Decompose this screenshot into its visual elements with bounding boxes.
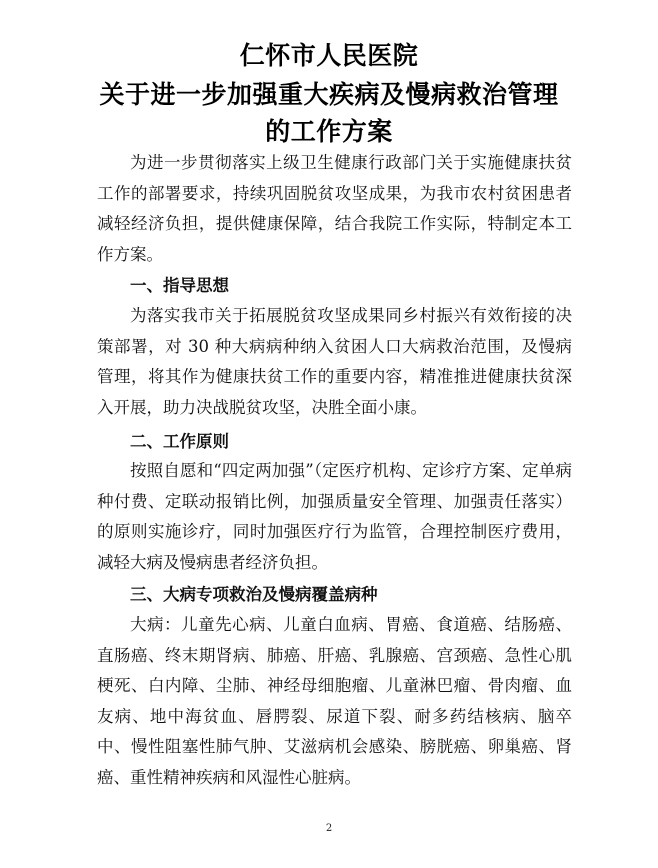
section-body-disease-coverage: 大病：儿童先心病、儿童白血病、胃癌、食道癌、结肠癌、直肠癌、终末期肾病、肺癌、肝癌、乳腺癌、宫颈癌、急性心肌梗死、白内障、尘肺、神经母细胞瘤、儿童淋巴瘤、骨肉瘤、血友病、地中海贫血、唇腭裂、尿道下裂、耐多药结核病、脑卒中、慢性阻塞性肺气肿、艾滋病机会感染、膀胱癌、卵巢癌、肾癌、重性精神疾病和风湿性心脏病。 [97, 615, 572, 787]
section-heading-guiding-ideology: 一、指导思想 [130, 276, 229, 295]
section-body-work-principles: 按照自愿和“四定两加强”（定医疗机构、定诊疗方案、定单病种付费、定联动报销比例，加强质量安全管理、加强责任落实）的原则实施诊疗，同时加强医疗行为监管，合理控制医疗费用，减轻大病及慢病患者经济负担。 [97, 461, 572, 572]
document-title-line-3: 的工作方案 [265, 117, 393, 146]
page-number: 2 [325, 823, 333, 834]
document-title-line-2: 关于进一步加强重大疾病及慢病救治管理 [99, 80, 559, 109]
section-body-guiding-ideology: 为落实我市关于拓展脱贫攻坚成果同乡村振兴有效衔接的决策部署，对 30 种大病病种纳入贫困人口大病救治范围，及慢病管理，将其作为健康扶贫工作的重要内容，精准推进健康扶贫深入开展，助力决战脱贫攻坚，决胜全面小康。 [97, 306, 572, 417]
document-title-line-1: 仁怀市人民医院 [239, 41, 419, 70]
section-heading-work-principles: 二、工作原则 [130, 432, 229, 451]
intro-paragraph: 为进一步贯彻落实上级卫生健康行政部门关于实施健康扶贫工作的部署要求，持续巩固脱贫攻坚成果，为我市农村贫困患者减轻经济负担，提供健康保障，结合我院工作实际，特制定本工作方案。 [97, 153, 572, 264]
section-heading-disease-coverage: 三、大病专项救治及慢病覆盖病种 [130, 585, 378, 604]
